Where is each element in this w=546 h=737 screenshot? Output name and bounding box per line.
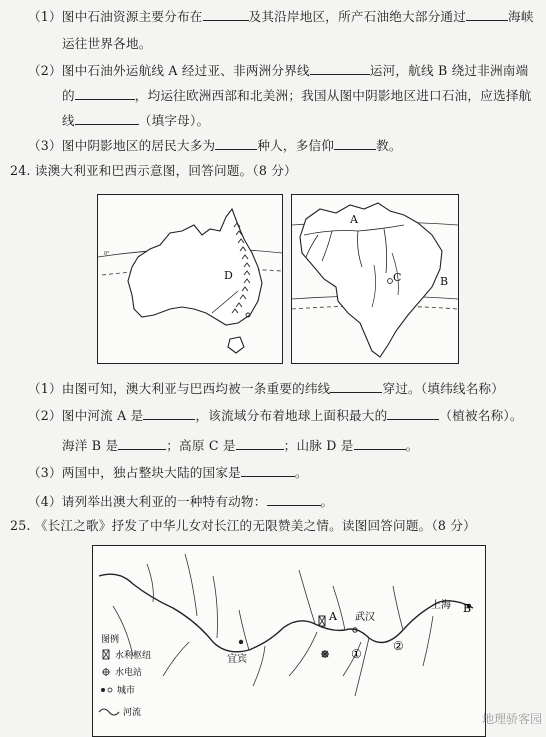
legend-city-label: 城市 xyxy=(117,686,136,696)
yangtze-river xyxy=(99,574,473,652)
answer-blank[interactable] xyxy=(334,137,376,150)
answer-blank[interactable] xyxy=(143,407,195,420)
answer-blank[interactable] xyxy=(75,87,135,100)
legend-river-label: 河流 xyxy=(123,708,142,718)
city-dot xyxy=(239,640,243,644)
q24-line-3: 海洋 B 是 ；高原 C 是 ；山脉 D 是 。 xyxy=(62,438,419,453)
legend xyxy=(99,633,151,718)
q24-line-2: （2）图中河流 A 是 ，该流域分布着地球上面积最大的 （植被名称）。 xyxy=(28,408,523,423)
answer-blank[interactable] xyxy=(203,8,249,21)
q23-line-2: 运往世界各地。 xyxy=(62,36,152,51)
answer-blank[interactable] xyxy=(75,112,139,125)
latitude-tick: 0° xyxy=(104,251,110,257)
answer-blank[interactable] xyxy=(330,380,382,393)
city-dot xyxy=(108,688,112,692)
city-wuhan: 武汉 xyxy=(355,612,375,623)
hydro-station-icon xyxy=(321,650,329,658)
answer-blank[interactable] xyxy=(466,8,508,21)
answer-blank[interactable] xyxy=(387,407,439,420)
answer-blank[interactable] xyxy=(118,437,166,450)
answer-blank[interactable] xyxy=(267,493,321,506)
marker-a: A xyxy=(329,610,337,623)
brazil-outline xyxy=(300,203,442,357)
answer-blank[interactable] xyxy=(354,437,406,450)
q23-line-1: （1）图中石油资源主要分布在 及其沿岸地区，所产石油绝大部分通过 海峡 xyxy=(28,9,534,24)
q24-line-5: （4）请列举出澳大利亚的一种特有动物： 。 xyxy=(28,494,334,509)
city-yibin: 宜宾 xyxy=(227,654,247,665)
australia-outline xyxy=(128,209,262,325)
tributary-rivers xyxy=(113,554,433,696)
marker-b: B xyxy=(463,602,472,615)
q24-line-1: （1）由图可知，澳大利亚与巴西均被一条重要的纬线 穿过。（填纬线名称） xyxy=(28,381,505,396)
hydro-station-icon xyxy=(102,668,110,676)
q23-line-3: （2）图中石油外运航线 A 经过亚、非两洲分界线 运河，航线 B 绕过非洲南端 xyxy=(28,63,529,78)
watermark: 地理骄客园 xyxy=(481,712,542,726)
australia-map xyxy=(97,194,283,364)
label-a: A xyxy=(350,213,358,226)
brazil-map xyxy=(291,194,459,364)
river-legend-icon xyxy=(99,709,119,715)
brazil-map-svg xyxy=(292,195,458,363)
marker-one: ① xyxy=(351,647,362,661)
q25-title: 25. 《长江之歌》抒发了中华儿女对长江的无限赞美之情。读图回答问题。（8 分） xyxy=(10,518,476,533)
q23-line-6: （3）图中阴影地区的居民大多为 种人，多信仰 教。 xyxy=(28,138,402,153)
q24-title: 24. 读澳大利亚和巴西示意图，回答问题。（8 分） xyxy=(10,163,297,178)
marker-two: ② xyxy=(393,639,404,653)
australia-map-svg xyxy=(98,195,282,363)
label-b: B xyxy=(440,275,449,288)
yangtze-map-svg xyxy=(93,546,485,736)
tasmania-outline xyxy=(228,337,244,353)
legend-dam-label: 水利枢纽 xyxy=(115,651,152,661)
city-shanghai: 上海 xyxy=(431,600,451,611)
city-dot xyxy=(101,688,105,692)
legend-title: 图例 xyxy=(101,635,120,645)
answer-blank[interactable] xyxy=(241,464,295,477)
legend-hydro-label: 水电站 xyxy=(115,668,143,678)
answer-blank[interactable] xyxy=(215,137,257,150)
q24-line-4: （3）两国中，独占整块大陆的国家是 。 xyxy=(28,465,308,480)
answer-blank[interactable] xyxy=(236,437,284,450)
answer-blank[interactable] xyxy=(310,62,370,75)
q23-line-5: 线 （填字母）。 xyxy=(62,113,210,128)
label-c: C xyxy=(393,271,402,284)
yangtze-map xyxy=(92,545,486,737)
label-d: D xyxy=(224,269,233,282)
q23-line-4: 的 ，均运往欧洲西部和北美洲；我国从图中阴影地区进口石油，应选择航 xyxy=(62,88,532,103)
